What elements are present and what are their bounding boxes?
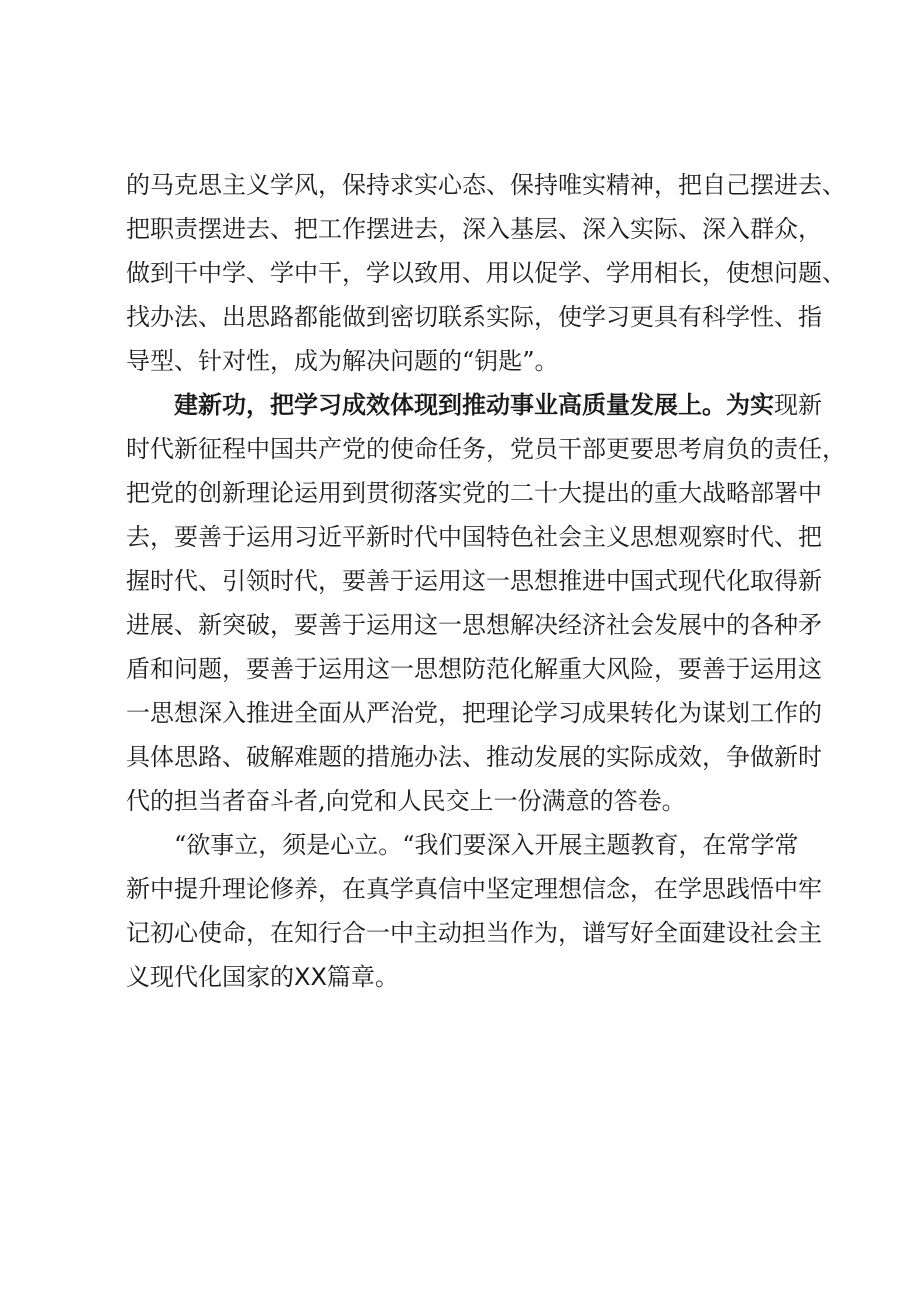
- paragraph-2-line-3: 把党的创新理论运用到贯彻落实党的二十大提出的重大战略部署中: [126, 479, 822, 507]
- paragraph-2-line-1: [174, 383, 856, 427]
- paragraph-3-line-1: “欲事立，须是心立。“我们要深入开展主题教育，在常学常: [174, 831, 799, 859]
- paragraph-3-line-4: [126, 955, 856, 999]
- paragraph-2-line-8: 一思想深入推进全面从严治党，把理论学习成果转化为谋划工作的: [126, 699, 822, 727]
- paragraph-3-last-line-before: 义现代化国家的: [126, 963, 294, 991]
- paragraph-3-last-line-after: 篇章。: [326, 963, 399, 991]
- paragraph-2-heading: 建新功，把学习成效体现到推动事业高质量发展上。为实: [174, 390, 774, 419]
- paragraph-1-line-5: 导型、针对性，成为解决问题的“钥匙”。: [126, 347, 559, 375]
- paragraph-1-line-4: 找办法、出思路都能做到密切联系实际，使学习更具有科学性、指: [126, 303, 822, 331]
- paragraph-2-first-line-rest: 现新: [774, 391, 822, 419]
- paragraph-2-line-7: 盾和问题，要善于运用这一思想防范化解重大风险，要善于运用这: [126, 655, 822, 683]
- paragraph-1-line-1: 的马克思主义学风，保持求实心态、保持唯实精神，把自己摆进去、: [126, 171, 846, 199]
- paragraph-3-line-2: 新中提升理论修养，在真学真信中坚定理想信念，在学思践悟中牢: [126, 875, 822, 903]
- paragraph-3-line-3: 记初心使命，在知行合一中主动担当作为，谱写好全面建设社会主: [126, 919, 822, 947]
- paragraph-2-line-5: 握时代、引领时代，要善于运用这一思想推进中国式现代化取得新: [126, 567, 822, 595]
- paragraph-2-line-6: 进展、新突破，要善于运用这一思想解决经济社会发展中的各种矛: [126, 611, 822, 639]
- paragraph-1-line-2: 把职责摆进去、把工作摆进去，深入基层、深入实际、深入群众，: [126, 215, 822, 243]
- paragraph-3-last-line-latin: XX: [294, 963, 327, 991]
- paragraph-1-line-3: 做到干中学、学中干，学以致用、用以促学、学用相长，使想问题、: [126, 259, 846, 287]
- paragraph-2-line-9: 具体思路、破解难题的措施办法、推动发展的实际成效，争做新时: [126, 743, 822, 771]
- paragraph-2-line-2: 时代新征程中国共产党的使命任务，党员干部更要思考肩负的责任，: [126, 435, 846, 463]
- paragraph-2-line-10: 代的担当者奋斗者,向党和人民交上一份满意的答卷。: [126, 787, 686, 815]
- paragraph-2-line-4: 去，要善于运用习近平新时代中国特色社会主义思想观察时代、把: [126, 523, 822, 551]
